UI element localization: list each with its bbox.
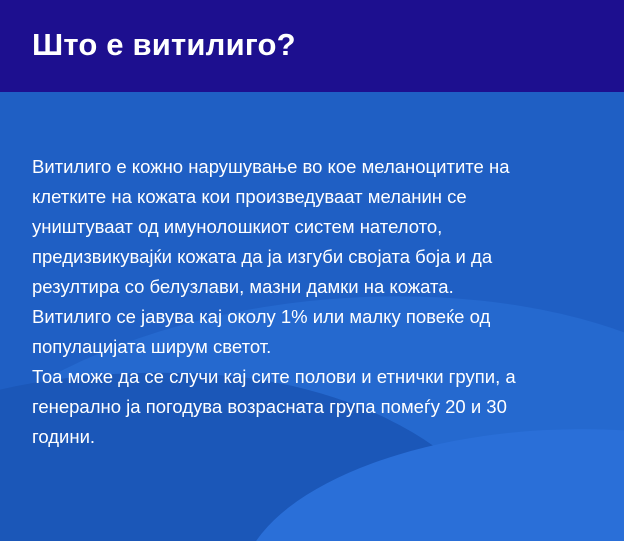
paragraph-3: Тоа може да се случи кај сите полови и етнички групи, а генерално ја погодува возрасната група помеѓу 20 и 30 години. (32, 366, 516, 447)
paragraph-1: Витилиго е кожно нарушување во кое меланоцитите на клетките на кожата кои произведуваат меланин се уништуваат од имунолошкиот систем нателото, предизвикувајќи кожата да ја изгуби својата боја и да резултира со белузлави, мазни дамки на кожата. (32, 156, 510, 297)
page-title: Што е витилиго? (32, 27, 296, 62)
body-text (32, 152, 572, 452)
paragraph-2: Витилиго се јавува кај околу 1% или малку повеќе од популацијата ширум светот. (32, 306, 491, 357)
header-bar (0, 0, 624, 92)
